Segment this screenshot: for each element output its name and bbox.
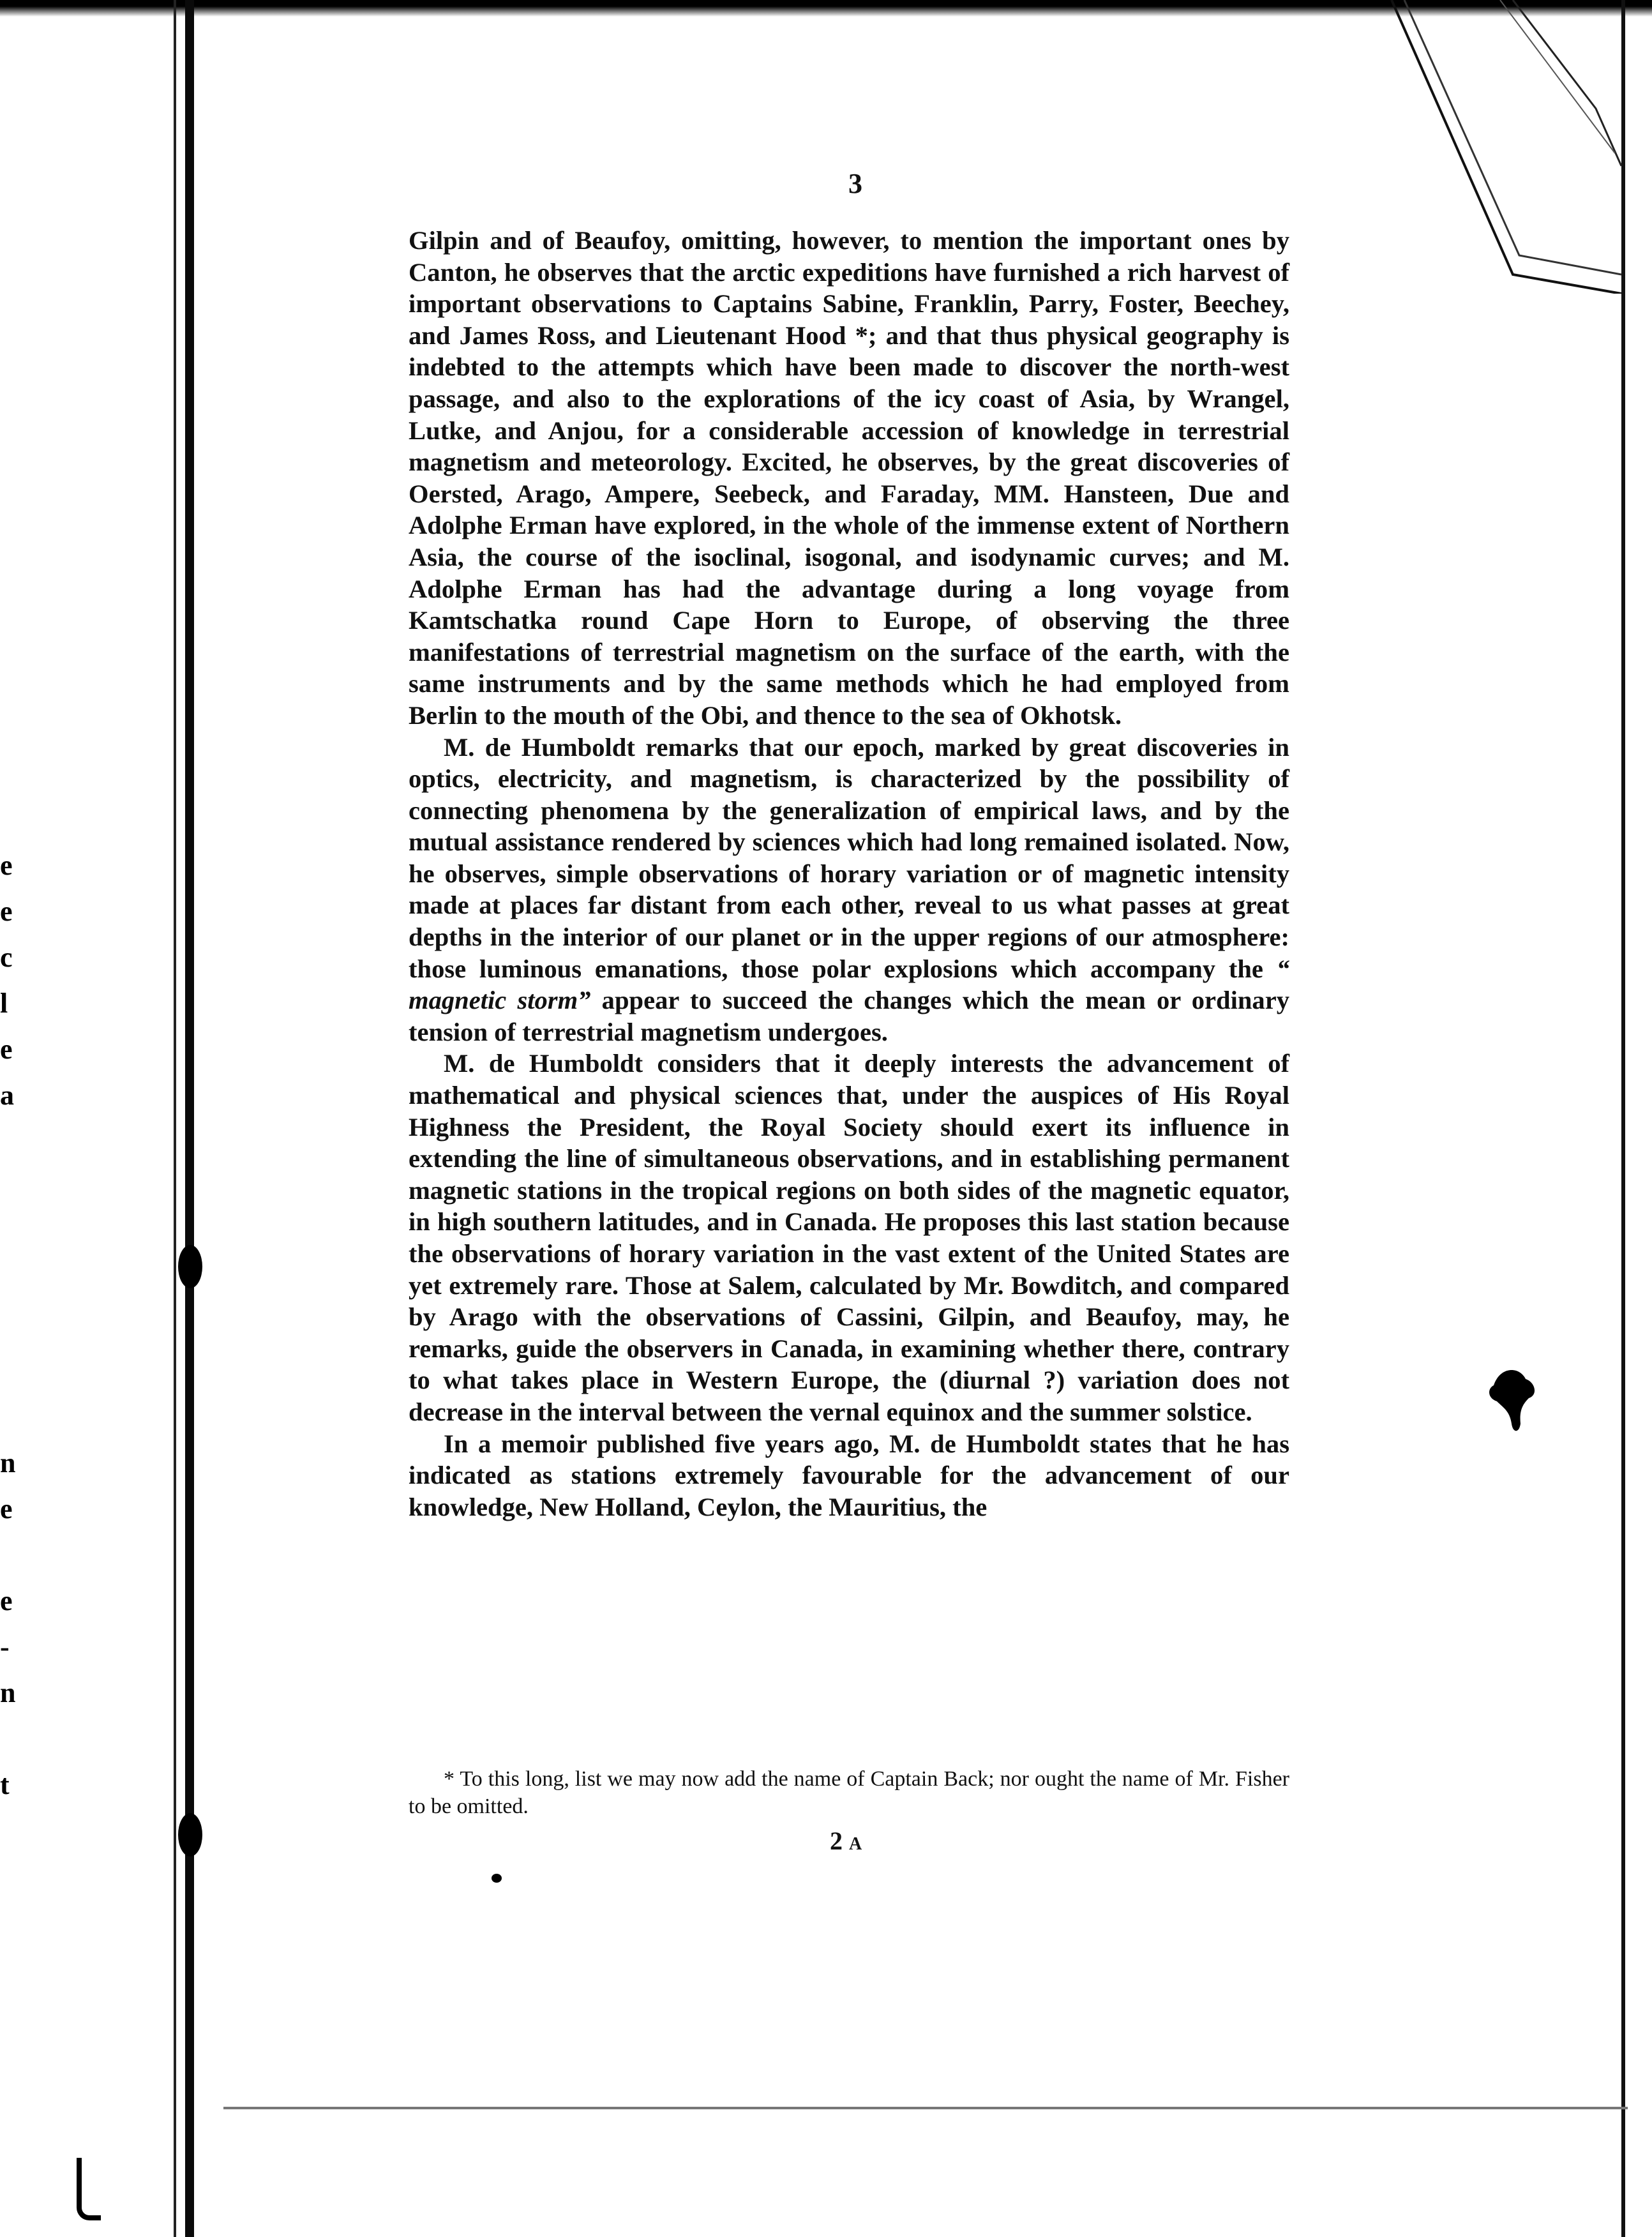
page-number: 3 <box>848 168 862 199</box>
fragment: a <box>0 1080 14 1111</box>
signature-number: 2 <box>830 1827 843 1855</box>
fragment: e <box>0 896 13 927</box>
fragment: - <box>0 1631 10 1662</box>
paragraph-3: M. de Humboldt considers that it deeply interests the advancement of mathematical and physical sciences that, under the auspices of His Royal Highness the President, the Royal Society should exert its influence in extending the line of simultaneous observations, and in establishing permanent magnetic stations in the tropical regions on both sides of the magnetic equator, in high southern latitudes, and in Canada. He proposes this last station because the observations of horary variation in the vast extent of the United States are yet extremely rare. Those at Salem, calculated by Mr. Bowditch, and compared by Arago with the observations of Cassini, Gilpin, and Beaufoy, may, he remarks, guide the observers in Canada, in examining whether there, contrary to what takes place in Western Europe, the (diurnal ?) variation does not decrease in the interval between the vernal equinox and the summer solstice. <box>409 1049 1289 1426</box>
fragment: e <box>0 1585 13 1616</box>
paragraph-2-lead: M. de Humboldt remarks that our epoch, marked by great discoveries in optics, electricity, and magnetism, is characterized by the possibility of connecting phenomena by the generalization of empirical laws, and by the mutual assistance rendered by sciences which had long remained isolated. Now, he observes, simple observations of horary variation or of magnetic intensity made at places far distant from each other, reveal to us what passes at great depths in the interior of our planet or in the upper regions of our atmosphere: those luminous emanations, those polar explosions which accompany the <box>409 732 1289 983</box>
fragment: e <box>0 1034 13 1065</box>
adjacent-page-fragments <box>0 843 26 1800</box>
body-text <box>409 225 1289 1523</box>
signature-mark <box>830 1826 957 1856</box>
fragment: e <box>0 1493 13 1525</box>
paragraph-1: Gilpin and of Beaufoy, omitting, however, to mention the important ones by Canton, he observes that the arctic expeditions have furnished a rich harvest of important observations to Captains Sabine, Franklin, Parry, Foster, Beechey, and James Ross, and Lieutenant Hood *; and that thus physical geography is indebted to the attempts which have been made to discover the north-west passage, and also to the explorations of the icy coast of Asia, by Wrangel, Lutke, and Anjou, for a considerable accession of knowledge in terrestrial magnetism and meteorology. Excited, he observes, by the great discoveries of Oersted, Arago, Ampere, Seebeck, and Faraday, MM. Hansteen, Due and Adolphe Erman have explored, in the whole of the immense extent of Northern Asia, the course of the isoclinal, isogonal, and isodynamic curves; and M. Adolphe Erman has had the advantage during a long voyage from Kamtschatka round Cape Horn to Europe, of observing the three manifestations of terrestrial magnetism on the surface of the earth, with the same instruments and by the same methods which he had employed from Berlin to the mouth of the Obi, and thence to the sea of Okhotsk. <box>409 226 1289 730</box>
page-right-edge <box>1621 0 1625 2237</box>
fragment <box>0 1256 26 1302</box>
binding-hole-lower <box>178 1813 202 1857</box>
signature-letter: A <box>849 1834 862 1854</box>
fragment: n <box>0 1677 16 1708</box>
fragment: e <box>0 850 13 881</box>
binding-edge <box>185 0 194 2237</box>
footnote <box>409 1765 1289 1820</box>
fragment <box>0 1348 26 1394</box>
binding-hole-upper <box>178 1245 202 1288</box>
fragment <box>0 1716 26 1762</box>
folded-corner-graphic <box>1385 0 1628 294</box>
fragment: l <box>0 988 8 1019</box>
paragraph-4: In a memoir published five years ago, M. de Humboldt states that he has indicated as stations extremely favourable for the advancement of our knowledge, New Holland, Ceylon, the Mauritius, the <box>409 1429 1289 1521</box>
fragment <box>0 1532 26 1578</box>
fragment: t <box>0 1769 10 1800</box>
ink-blot-mark <box>1487 1360 1538 1436</box>
magnetic-storm-phrase: “ magnetic storm” <box>409 954 1289 1015</box>
fragment <box>0 1394 26 1440</box>
fragment <box>0 1118 26 1164</box>
ink-speck <box>492 1874 502 1883</box>
paragraph-2-tail: appear to succeed the changes which the mean or ordinary tension of terrestrial magnetism undergoes. <box>409 986 1289 1046</box>
fragment: c <box>0 942 13 973</box>
footnote-text: * To this long, list we may now add the name of Captain Back; nor ought the name of Mr. Fisher to be omitted. <box>409 1767 1289 1818</box>
binding-edge-thin <box>174 0 176 2237</box>
fragment <box>0 1164 26 1210</box>
paragraph-2 <box>409 732 1289 1048</box>
stray-pen-mark <box>77 2158 101 2220</box>
fragment: n <box>0 1447 16 1479</box>
fragment <box>0 1210 26 1256</box>
page-bottom-edge <box>223 2107 1628 2109</box>
fragment <box>0 1302 26 1348</box>
